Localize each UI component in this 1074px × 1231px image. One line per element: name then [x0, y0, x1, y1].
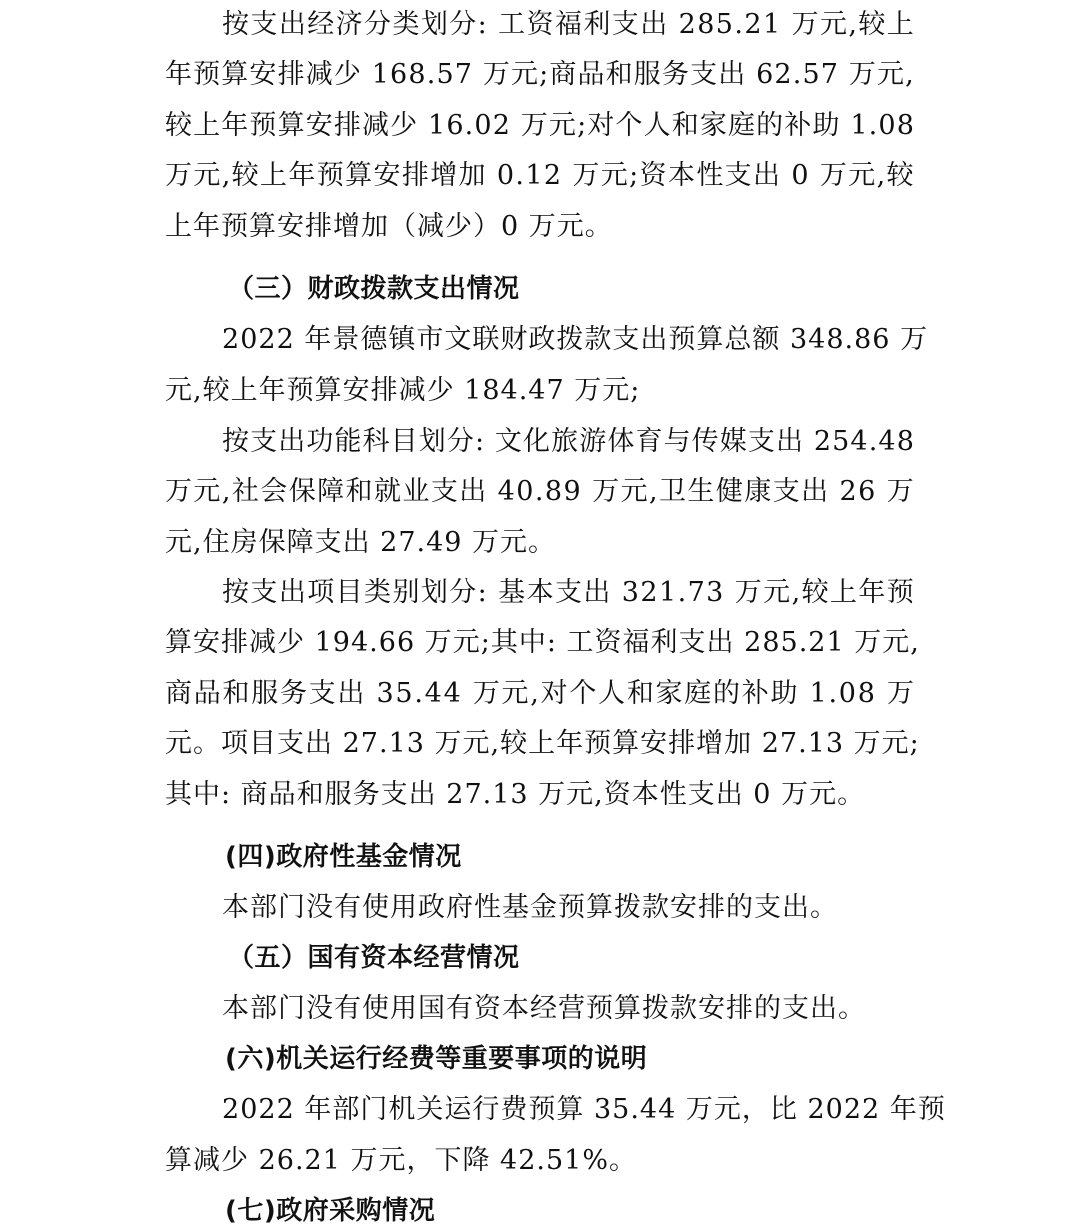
paragraph-line: 较 上 年 预 算 安 排 减 少 1 6 . 0 2 万 元 ; 对 个 人 和 家 庭 的 补 助 1 . 0 8 — [165, 110, 915, 141]
paragraph-line: 算减少 26.21 万元，下降 42.51%。 — [165, 1145, 637, 1176]
paragraph-line: 年 预 算 安 排 减 少 1 6 8 . 5 7 万 元 ; 商 品 和 服 务 支 出 6 2 . 5 7 万 元 , — [165, 59, 915, 90]
paragraph-line: 其中: 商品和服务支出 27.13 万元,资本性支出 0 万元。 — [165, 779, 866, 810]
paragraph-line: 按 支 出 功 能 科 目 划 分 : 文 化 旅 游 体 育 与 传 媒 支 出 2 5 4 . 4 8 — [222, 426, 915, 457]
paragraph-line: 本部门没有使用国有资本经营预算拨款安排的支出。 — [222, 993, 866, 1024]
section-heading: （五）国有资本经营情况 — [228, 943, 520, 973]
paragraph-line: 商 品 和 服 务 支 出 3 5 . 4 4 万 元 , 对 个 人 和 家 庭 的 补 助 1 . 0 8 万 — [165, 678, 915, 709]
section-heading: (四)政府性基金情况 — [225, 842, 462, 872]
section-heading: (七)政府采购情况 — [225, 1196, 436, 1226]
paragraph-line: 元,住房保障支出 27.49 万元。 — [165, 527, 557, 558]
paragraph-line: 2 0 2 2 年 部 门 机 关 运 行 费 预 算 3 5 . 4 4 万 元 ， 比 2 0 2 2 年 预 — [222, 1094, 946, 1125]
section-heading: (六)机关运行经费等重要事项的说明 — [225, 1044, 648, 1074]
paragraph-line: 2 0 2 2 年 景 德 镇 市 文 联 财 政 拨 款 支 出 预 算 总 额 3 4 8 . 8 6 万 — [222, 324, 929, 355]
paragraph-line: 万 元 , 较 上 年 预 算 安 排 增 加 0 . 1 2 万 元 ; 资 本 性 支 出 0 万 元 , 较 — [165, 160, 915, 191]
paragraph-line: 元 。 项 目 支 出 2 7 . 1 3 万 元 , 较 上 年 预 算 安 排 增 加 2 7 . 1 3 万 元 ; — [165, 728, 920, 759]
paragraph-line: 元,较上年预算安排减少 184.47 万元; — [165, 375, 641, 406]
paragraph-line: 按 支 出 项 目 类 别 划 分 : 基 本 支 出 3 2 1 . 7 3 万 元 , 较 上 年 预 — [222, 577, 915, 608]
paragraph-line: 本部门没有使用政府性基金预算拨款安排的支出。 — [222, 892, 838, 923]
paragraph-line: 万 元 , 社 会 保 障 和 就 业 支 出 4 0 . 8 9 万 元 , 卫 生 健 康 支 出 2 6 万 — [165, 476, 915, 507]
section-heading: （三）财政拨款支出情况 — [228, 274, 520, 304]
paragraph-line: 算 安 排 减 少 1 9 4 . 6 6 万 元 ; 其 中 : 工 资 福 利 支 出 2 8 5 . 2 1 万 元 , — [165, 627, 920, 658]
paragraph-line: 按 支 出 经 济 分 类 划 分 : 工 资 福 利 支 出 2 8 5 . 2 1 万 元 , 较 上 — [222, 9, 915, 40]
paragraph-line: 上年预算安排增加（减少）0 万元。 — [165, 211, 613, 242]
